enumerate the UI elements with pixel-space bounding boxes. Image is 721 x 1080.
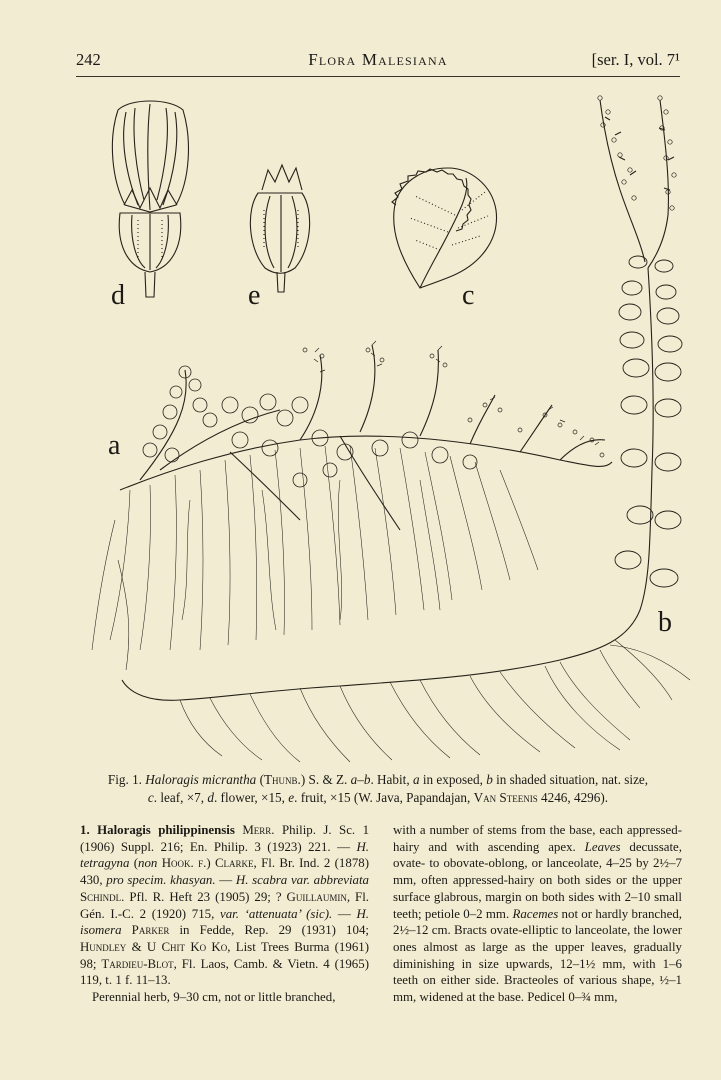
habit-a-drawing [92, 341, 612, 670]
right-column [393, 822, 682, 1006]
series-volume: [ser. I, vol. 7¹ [591, 50, 680, 69]
page-number: 242 [76, 50, 101, 69]
description-continued: with a number of stems from the base, each appressed-hairy and with ascending apex. Leaves decussate, ovate- to obovate-oblong, or lanceolate, 4–25 by 2½–7 mm, often appressed-hairy on both sides or the upper surface glabrous, margin on both sides with 2–10 small teeth; petiole 0–2 mm. Racemes not or hardly branched, 2½–12 cm. Bracts ovate-elliptic to lanceolate, the lower ones almost as large as the upper leaves, gradually diminishing in size upwards, 12–1½ mm, with 1–6 teeth on either side. Bracteoles of various shape, ½–1 mm, widened at the base. Pedicel 0–¾ mm, [393, 823, 682, 1005]
description-start: Perennial herb, 9–30 cm, not or little branched, [92, 990, 336, 1005]
species-entry: 1. Haloragis philippinensis Merr. Philip. J. Sc. 1 (1906) Suppl. 216; En. Philip. 3 (1923) 221. — H. tetragyna (non Hook. f.) Clarke, Fl. Br. Ind. 2 (1878) 430, pro specim. khasyan. — H. scabra var. abbreviata Schindl. Pfl. R. Heft 23 (1905) 29; ? Guillaumin, Fl. Gén. I.-C. 2 (1920) 715, var. ‘attenuata’ (sic). — H. isomera Parker in Fedde, Rep. 29 (1931) 104; Hundley & U Chit Ko Ko, List Trees Burma (1961) 98; Tardieu-Blot, Fl. Laos, Camb. & Vietn. 4 (1965) 119, t. 1 f. 11–13. [80, 823, 370, 988]
running-title: Flora Malesiana [308, 50, 448, 69]
figure-caption: Fig. 1. Haloragis micrantha (Thunb.) S. & Z. a–b. Habit, a in exposed, b in shaded situation, nat. size, c. leaf, ×7, d. flower, ×15, e. fruit, ×15 (W. Java, Papandajan, Van Steenis 4246, 4296). [107, 772, 649, 805]
label-a: a [108, 430, 121, 461]
left-column [80, 822, 369, 1006]
label-e: e [248, 280, 261, 311]
botanical-illustration [0, 80, 721, 770]
label-d: d [111, 280, 125, 311]
leaf-drawing [392, 168, 497, 288]
habit-b-drawing [122, 96, 690, 762]
label-c: c [462, 280, 475, 311]
label-b: b [658, 607, 672, 638]
flower-drawing [112, 101, 188, 297]
header-rule [76, 76, 680, 77]
fruit-drawing [250, 165, 309, 292]
page-header [76, 50, 680, 74]
